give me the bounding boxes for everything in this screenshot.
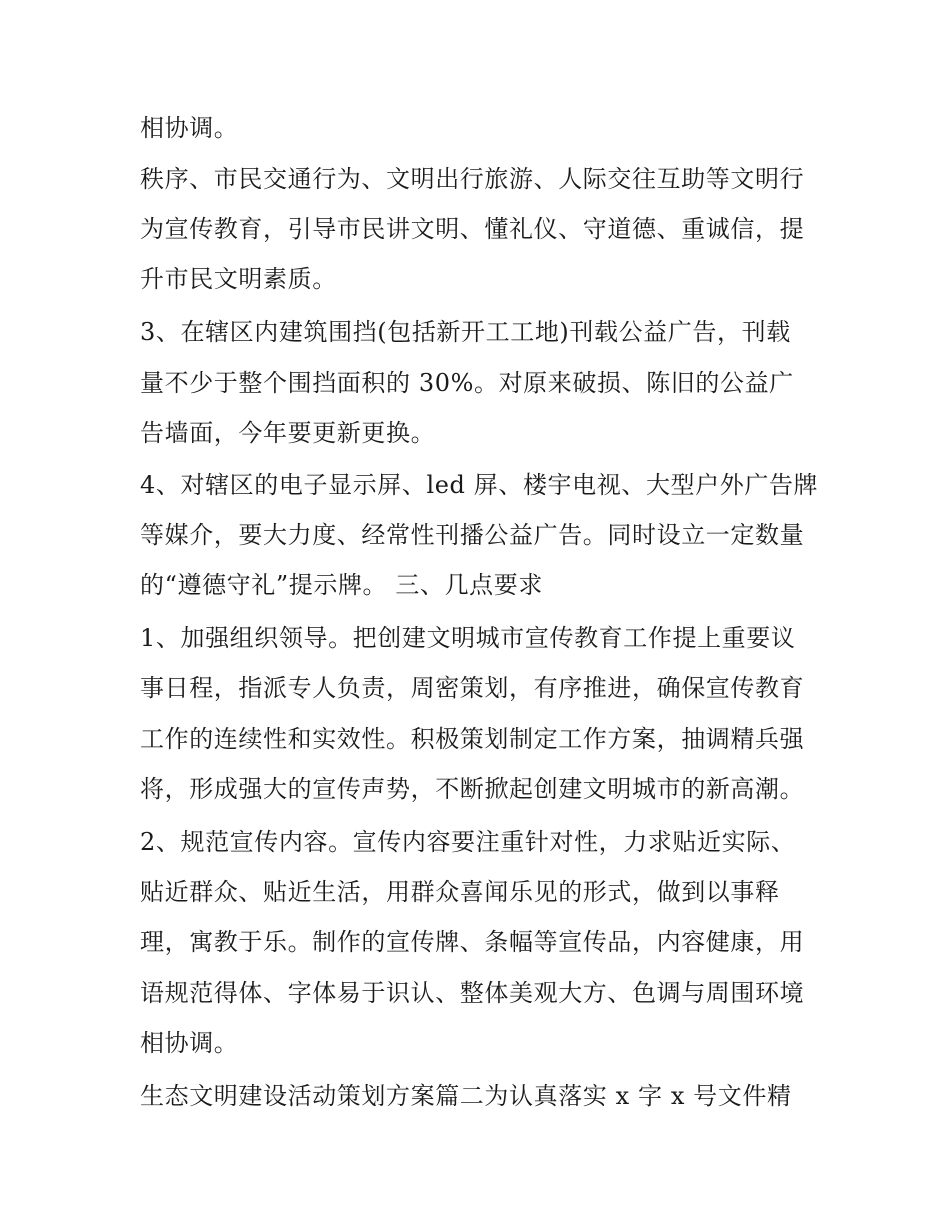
text-line: 秩序、市民交通行为、文明出行旅游、人际交往互助等文明行 <box>140 165 805 193</box>
text-line: 工作的连续性和实效性。积极策划制定工作方案，抽调精兵强 <box>140 725 805 753</box>
text-line: 3、在辖区内建筑围挡(包括新开工工地)刊载公益广告，刊载 <box>140 318 791 346</box>
text-line: 4、对辖区的电子显示屏、led 屏、楼宇电视、大型户外广告牌 <box>140 471 819 499</box>
text-line: 2、规范宣传内容。宣传内容要注重针对性，力求贴近实际、 <box>140 828 796 856</box>
text-line: 升市民文明素质。 <box>140 265 337 293</box>
text-line: 相协调。 <box>140 1029 239 1057</box>
text-line: 量不少于整个围挡面积的 30%。对原来破损、陈旧的公益广 <box>140 369 794 397</box>
text-line: 事日程，指派专人负责，周密策划，有序推进，确保宣传教育 <box>140 674 805 702</box>
text-line: 为宣传教育，引导市民讲文明、懂礼仪、守道德、重诚信，提 <box>140 215 805 243</box>
text-line: 语规范得体、字体易于识认、整体美观大方、色调与周围环境 <box>140 979 805 1007</box>
text-line: 将，形成强大的宣传声势，不断掀起创建文明城市的新高潮。 <box>140 775 805 803</box>
text-line: 相协调。 <box>140 114 239 142</box>
text-line: 告墙面，今年要更新更换。 <box>140 419 436 447</box>
text-line: 的“遵德守礼”提示牌。 三、几点要求 <box>140 571 543 599</box>
text-line: 贴近群众、贴近生活，用群众喜闻乐见的形式，做到以事释 <box>140 878 780 906</box>
text-line: 生态文明建设活动策划方案篇二为认真落实 x 字 x 号文件精 <box>140 1082 792 1110</box>
text-line: 理，寓教于乐。制作的宣传牌、条幅等宣传品，内容健康，用 <box>140 928 805 956</box>
text-line: 1、加强组织领导。把创建文明城市宣传教育工作提上重要议 <box>140 624 796 652</box>
text-line: 等媒介，要大力度、经常性刊播公益广告。同时设立一定数量 <box>140 521 805 549</box>
